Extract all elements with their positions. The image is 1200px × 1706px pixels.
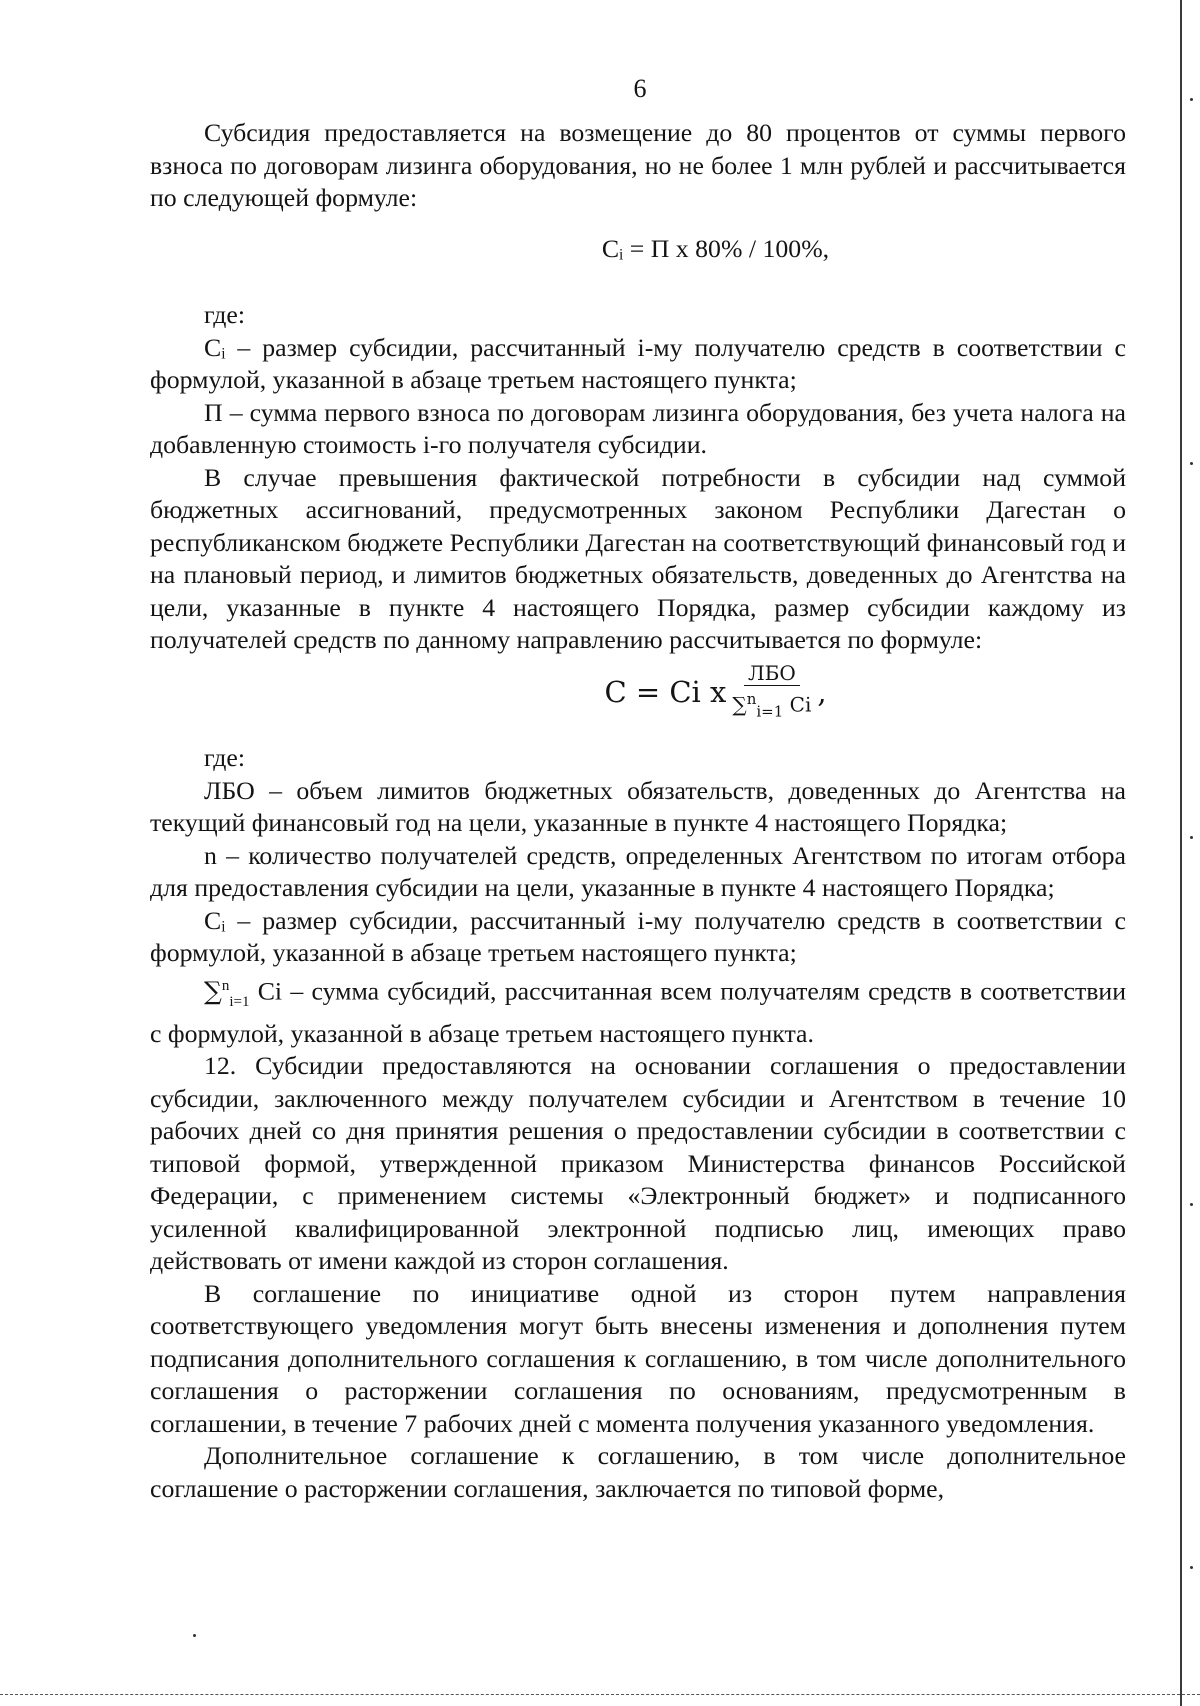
formula-fraction	[728, 661, 815, 725]
formula-lhs: C = Ci x	[604, 675, 727, 710]
scan-speck	[1190, 1203, 1193, 1206]
sum-lower-limit: i=1	[756, 702, 784, 721]
paragraph-sum-definition	[150, 970, 1126, 1051]
paragraph: Cᵢ – размер субсидии, рассчитанный i-му получателю средств в соответствии с формулой, указанной в абзаце третьем настоящего пункта;	[150, 905, 1126, 968]
paragraph-where: где:	[204, 743, 246, 773]
scan-speck	[1190, 1566, 1193, 1569]
sum-symbol: ∑	[204, 976, 222, 1006]
scan-speck	[193, 1634, 196, 1637]
sum-upper-limit: n	[746, 689, 757, 708]
paragraph: Дополнительное соглашение к соглашению, в том числе дополнительное соглашение о расторжении соглашения, заключается по типовой форме,	[150, 1441, 1126, 1503]
sum-symbol: ∑	[732, 692, 747, 717]
formula-numerator: ЛБО	[744, 661, 800, 686]
scan-edge-right	[1180, 0, 1182, 1706]
document-body	[150, 117, 1126, 1505]
sum-lower-limit: i=1	[229, 993, 250, 1010]
paragraph: В соглашение по инициативе одной из сторон путем направления соответствующего уведомления могут быть внесены изменения и дополнения путем подписания дополнительного соглашения к соглашению, в том числе дополнительного соглашения о расторжении соглашения по основаниям, предусмотренным в соглашении, в течение 7 рабочих дней с момента получения указанного уведомления.	[150, 1278, 1126, 1438]
paragraph: n – количество получателей средств, определенных Агентством по итогам отбора для предоставления субсидии на цели, указанные в пункте 4 настоящего Порядка;	[150, 840, 1126, 903]
sum-upper-limit: n	[221, 977, 230, 994]
formula-distribution	[150, 661, 1126, 725]
formula-tail: ,	[817, 675, 827, 710]
scan-edge-bottom	[0, 1694, 1200, 1696]
paragraph: Cᵢ – размер субсидии, рассчитанный i-му получателю средств в соответствии с формулой, указанной в абзаце третьем настоящего пункта;	[150, 332, 1126, 394]
sum-term: Ci	[249, 976, 283, 1006]
paragraph: В случае превышения фактической потребности в субсидии над суммой бюджетных ассигнований, предусмотренных законом Республики Дагестан о республиканском бюджете Республики Дагестан на соответствующий финансовый год и на плановый период, и лимитов бюджетных обязательств, доведенных до Агентства на цели, указанные в пункте 4 настоящего Порядка, размер субсидии каждому из получателей средств по данному направлению рассчитывается по формуле:	[150, 462, 1126, 654]
paragraph: Субсидия предоставляется на возмещение до 80 процентов от суммы первого взноса по договорам лизинга оборудования, но не более 1 млн рублей и рассчитывается по следующей формуле:	[150, 118, 1126, 212]
scan-speck	[1190, 836, 1193, 839]
paragraph-where: где:	[204, 300, 246, 329]
formula-denominator	[728, 686, 815, 725]
paragraph: П – сумма первого взноса по договорам лизинга оборудования, без учета налога на добавленную стоимость i-го получателя субсидии.	[150, 397, 1126, 459]
page-number: 6	[633, 74, 647, 103]
paragraph: 12. Субсидии предоставляются на основании соглашения о предоставлении субсидии, заключенного между получателем субсидии и Агентством в течение 10 рабочих дней со дня принятия решения о предоставлении субсидии в соответствии с типовой формой, утвержденной приказом Министерства финансов Российской Федерации, с применением системы «Электронный бюджет» и подписанного усиленной квалифицированной электронной подписью лиц, имеющих право действовать от имени каждой из сторон соглашения.	[150, 1051, 1126, 1276]
sum-term: Ci	[783, 692, 812, 717]
formula-subsidy: Cᵢ = П x 80% / 100%,	[601, 233, 830, 263]
sum-definition-text: – сумма субсидий, рассчитанная всем получателям средств в соответствии с формулой, указанной в абзаце третьем настоящего пункта.	[150, 976, 1127, 1048]
scan-speck	[1190, 462, 1193, 465]
paragraph: ЛБО – объем лимитов бюджетных обязательств, доведенных до Агентства на текущий финансовый год на цели, указанные в пункте 4 настоящего Порядка;	[150, 775, 1126, 838]
